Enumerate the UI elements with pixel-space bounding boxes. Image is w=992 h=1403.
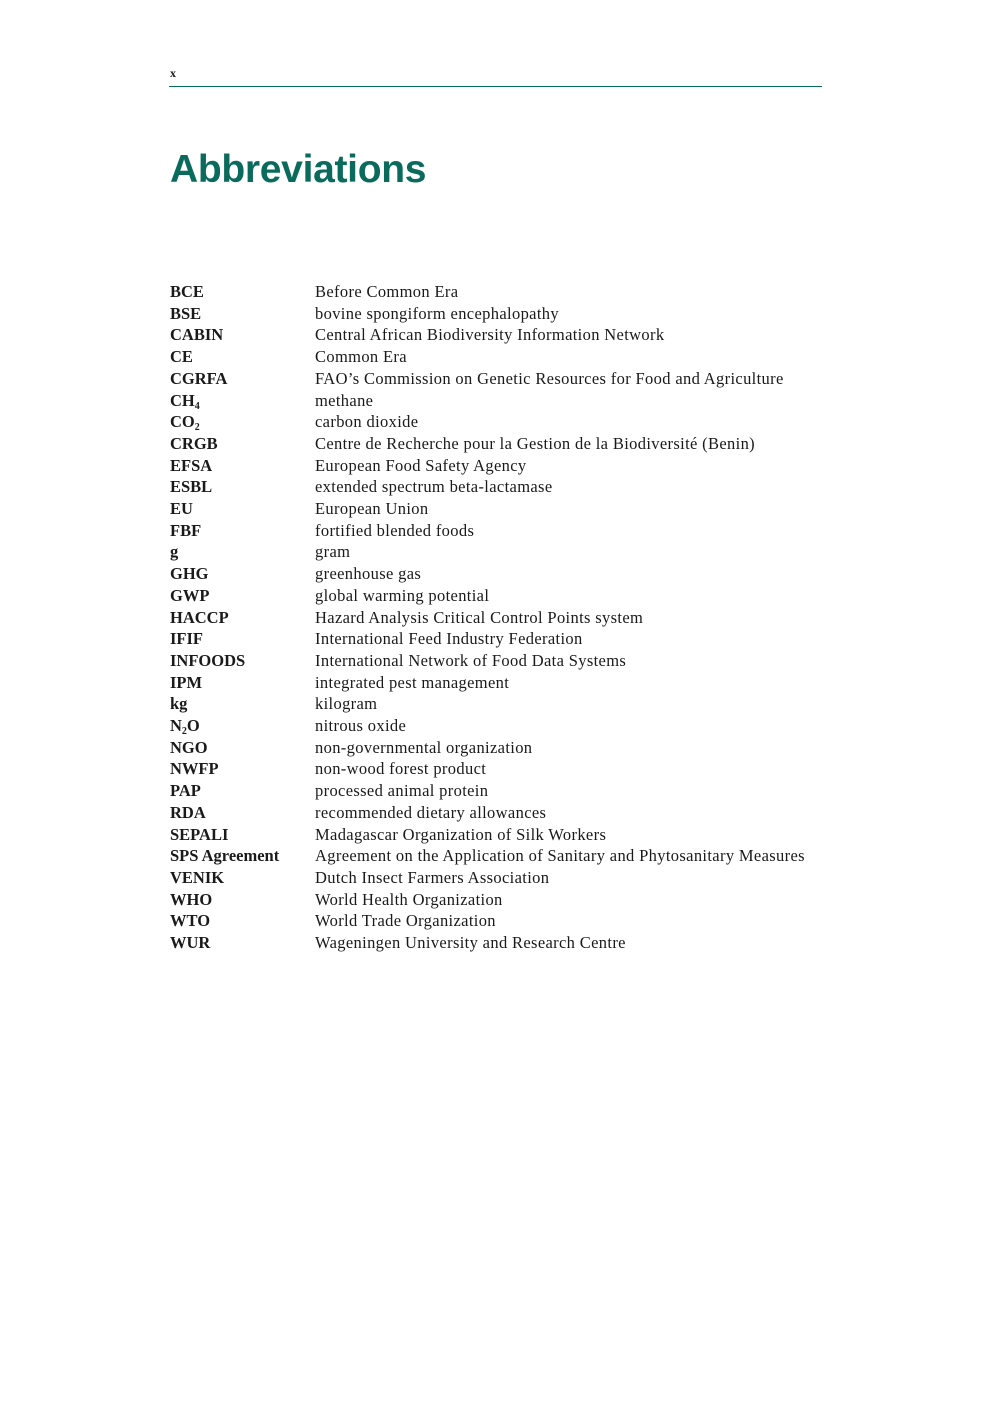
abbreviation-term xyxy=(170,889,315,911)
abbreviation-term-text: HACCP xyxy=(170,607,229,627)
abbreviation-term xyxy=(170,628,315,650)
abbreviation-definition: International Network of Food Data Systems xyxy=(315,650,627,670)
abbreviation-term xyxy=(170,563,315,585)
abbreviation-definition: Central African Biodiversity Information Network xyxy=(315,325,665,345)
abbreviation-row xyxy=(170,368,830,390)
abbreviation-definition: Common Era xyxy=(315,347,407,367)
abbreviation-term-text: IPM xyxy=(170,672,203,692)
abbreviation-term-text: CO xyxy=(170,412,195,432)
abbreviation-term xyxy=(170,498,315,520)
abbreviation-definition: recommended dietary allowances xyxy=(315,802,547,822)
abbreviation-row xyxy=(170,889,830,911)
abbreviation-term xyxy=(170,715,315,737)
abbreviation-definition: FAO’s Commission on Genetic Resources for Food and Agriculture xyxy=(315,368,784,388)
abbreviation-definition: greenhouse gas xyxy=(315,564,422,584)
abbreviation-row xyxy=(170,845,830,867)
abbreviation-term-subscript: 2 xyxy=(181,726,187,738)
abbreviation-definition: extended spectrum beta-lactamase xyxy=(315,477,553,497)
abbreviation-term-text: IFIF xyxy=(170,629,203,649)
abbreviation-row xyxy=(170,824,830,846)
abbreviation-definition: Agreement on the Application of Sanitary and Phytosanitary Measures xyxy=(315,846,805,866)
abbreviation-definition: global warming potential xyxy=(315,585,490,605)
abbreviation-definition: gram xyxy=(315,542,351,562)
abbreviation-term-text: CE xyxy=(170,347,193,367)
abbreviation-term-text: BCE xyxy=(170,282,204,301)
abbreviation-definition: World Trade Organization xyxy=(315,911,496,931)
abbreviation-row xyxy=(170,455,830,477)
abbreviation-row xyxy=(170,867,830,889)
abbreviation-row xyxy=(170,390,830,412)
abbreviation-row xyxy=(170,780,830,802)
abbreviation-term xyxy=(170,758,315,780)
abbreviation-term xyxy=(170,737,315,759)
abbreviation-term xyxy=(170,910,315,932)
abbreviation-term-text: CGRFA xyxy=(170,368,228,388)
abbreviation-row xyxy=(170,476,830,498)
abbreviation-term-text: PAP xyxy=(170,781,201,801)
abbreviation-row xyxy=(170,737,830,759)
abbreviation-row xyxy=(170,802,830,824)
abbreviation-definition: integrated pest management xyxy=(315,672,510,692)
abbreviation-term-suffix: O xyxy=(186,716,200,736)
abbreviation-definition: methane xyxy=(315,390,374,410)
abbreviation-term xyxy=(170,585,315,607)
abbreviation-definition: Hazard Analysis Critical Control Points system xyxy=(315,607,644,627)
abbreviation-term xyxy=(170,476,315,498)
abbreviation-row xyxy=(170,932,830,954)
abbreviation-term-text: NWFP xyxy=(170,759,219,779)
abbreviation-row xyxy=(170,672,830,694)
abbreviation-term-text: VENIK xyxy=(170,867,225,887)
abbreviation-definition: European Food Safety Agency xyxy=(315,455,527,475)
abbreviation-term xyxy=(170,607,315,629)
abbreviation-term xyxy=(170,346,315,368)
page-number: x xyxy=(170,66,176,80)
abbreviation-row xyxy=(170,758,830,780)
abbreviation-term-text: SEPALI xyxy=(170,824,229,844)
abbreviation-definition: Madagascar Organization of Silk Workers xyxy=(315,824,607,844)
abbreviation-term xyxy=(170,802,315,824)
abbreviation-term-text: SPS Agreement xyxy=(170,846,280,866)
abbreviation-definition: non-governmental organization xyxy=(315,737,533,757)
abbreviation-term xyxy=(170,693,315,715)
abbreviation-term xyxy=(170,368,315,390)
abbreviation-row xyxy=(170,433,830,455)
abbreviation-term xyxy=(170,672,315,694)
abbreviation-definition: European Union xyxy=(315,499,429,519)
abbreviation-definition: non-wood forest product xyxy=(315,759,487,779)
abbreviation-term xyxy=(170,281,315,303)
abbreviation-term-text: WHO xyxy=(170,889,213,909)
abbreviation-term xyxy=(170,650,315,672)
abbreviation-term-text: INFOODS xyxy=(170,650,246,670)
abbreviation-row xyxy=(170,346,830,368)
abbreviation-term xyxy=(170,867,315,889)
header-rule xyxy=(169,86,822,87)
abbreviation-definition: nitrous oxide xyxy=(315,716,407,736)
abbreviation-term-text: EU xyxy=(170,499,193,519)
abbreviation-term xyxy=(170,411,315,433)
abbreviation-row xyxy=(170,324,830,346)
abbreviation-term-subscript: 4 xyxy=(194,400,200,412)
abbreviation-row xyxy=(170,563,830,585)
abbreviation-term-subscript: 2 xyxy=(194,422,200,434)
abbreviation-term-text: RDA xyxy=(170,802,206,822)
abbreviation-term xyxy=(170,390,315,412)
abbreviation-row xyxy=(170,715,830,737)
abbreviation-term-text: kg xyxy=(170,694,188,714)
abbreviation-term xyxy=(170,824,315,846)
page-title: Abbreviations xyxy=(170,148,427,191)
abbreviation-term xyxy=(170,780,315,802)
abbreviation-term-text: WTO xyxy=(170,911,211,931)
abbreviation-definition: World Health Organization xyxy=(315,889,503,909)
abbreviation-definition: Centre de Recherche pour la Gestion de la Biodiversité (Benin) xyxy=(315,433,756,453)
abbreviation-row xyxy=(170,498,830,520)
abbreviation-definition: bovine spongiform encephalopathy xyxy=(315,303,559,323)
abbreviation-term-text: g xyxy=(170,542,179,562)
abbreviation-row xyxy=(170,303,830,325)
abbreviation-term xyxy=(170,932,315,954)
abbreviation-term-text: CABIN xyxy=(170,325,224,345)
abbreviation-term-text: WUR xyxy=(170,933,211,953)
abbreviation-term-text: GWP xyxy=(170,585,210,605)
abbreviation-term xyxy=(170,433,315,455)
abbreviation-row xyxy=(170,650,830,672)
abbreviation-term-text: CRGB xyxy=(170,433,218,453)
abbreviation-term xyxy=(170,845,315,867)
abbreviation-term-text: FBF xyxy=(170,520,202,540)
abbreviation-term xyxy=(170,520,315,542)
abbreviation-term-text: NGO xyxy=(170,737,208,757)
abbreviation-row xyxy=(170,281,830,303)
abbreviation-row xyxy=(170,520,830,542)
abbreviation-definition: Before Common Era xyxy=(315,282,459,301)
abbreviation-row xyxy=(170,693,830,715)
abbreviation-row xyxy=(170,411,830,433)
abbreviation-term xyxy=(170,455,315,477)
abbreviation-term xyxy=(170,324,315,346)
abbreviation-definition: Dutch Insect Farmers Association xyxy=(315,867,550,887)
abbreviation-definition: Wageningen University and Research Centre xyxy=(315,933,626,953)
abbreviation-definition: International Feed Industry Federation xyxy=(315,629,583,649)
abbreviation-definition: kilogram xyxy=(315,694,378,714)
abbreviation-term-text: GHG xyxy=(170,564,209,584)
abbreviation-term xyxy=(170,303,315,325)
abbreviation-term xyxy=(170,541,315,563)
abbreviation-list xyxy=(170,281,830,954)
abbreviation-term-text: ESBL xyxy=(170,477,213,497)
abbreviation-term-text: CH xyxy=(170,390,195,410)
abbreviation-row xyxy=(170,541,830,563)
abbreviation-term-text: N xyxy=(170,716,182,736)
abbreviation-definition: carbon dioxide xyxy=(315,412,419,432)
abbreviation-term-text: BSE xyxy=(170,303,202,323)
abbreviation-row xyxy=(170,607,830,629)
abbreviation-definition: processed animal protein xyxy=(315,781,489,801)
abbreviation-term-text: EFSA xyxy=(170,455,213,475)
abbreviation-row xyxy=(170,628,830,650)
abbreviation-row xyxy=(170,910,830,932)
abbreviation-definition: fortified blended foods xyxy=(315,520,475,540)
abbreviation-row xyxy=(170,585,830,607)
